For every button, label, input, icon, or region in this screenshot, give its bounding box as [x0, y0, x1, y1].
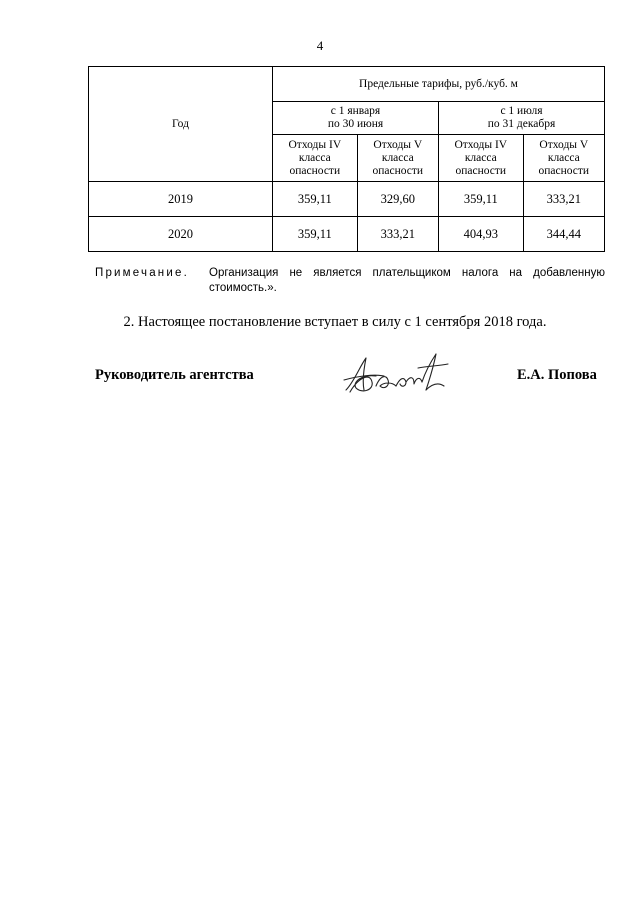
value-cell: 333,21	[357, 217, 438, 252]
value-cell: 344,44	[523, 217, 604, 252]
value-cell: 329,60	[357, 182, 438, 217]
class-line: Отходы V	[539, 138, 589, 151]
year-cell: 2020	[89, 217, 273, 252]
value-cell: 359,11	[273, 217, 358, 252]
class-header	[523, 135, 604, 182]
class-line: класса	[298, 151, 331, 164]
value-cell: 359,11	[273, 182, 358, 217]
period-line: по 31 декабря	[487, 118, 556, 130]
tariff-table	[88, 66, 605, 252]
page-number: 4	[316, 38, 324, 53]
class-line: класса	[464, 151, 497, 164]
note-text	[209, 266, 605, 296]
class-header	[438, 135, 523, 182]
value-cell: 404,93	[438, 217, 523, 252]
note-text-line: Организация не является плательщиком налога на добавленную	[209, 267, 605, 279]
class-line: Отходы IV	[288, 138, 342, 151]
effective-date-paragraph: 2. Настоящее постановление вступает в силу с 1 сентября 2018 года.	[123, 314, 547, 330]
year-column-header: Год	[89, 67, 273, 182]
period-line: по 30 июня	[327, 118, 384, 130]
note-text-line: стоимость.».	[209, 282, 277, 294]
class-line: опасности	[455, 164, 507, 177]
class-line: опасности	[538, 164, 590, 177]
class-line: Отходы IV	[454, 138, 508, 151]
table-row	[89, 182, 605, 217]
period-header-second-half	[438, 102, 604, 135]
table-row	[89, 217, 605, 252]
tariff-header: Предельные тарифы, руб./куб. м	[273, 67, 605, 102]
period-line: с 1 января	[330, 105, 381, 117]
handwritten-signature	[340, 352, 452, 398]
year-cell: 2019	[89, 182, 273, 217]
signer-name: Е.А. Попова	[517, 367, 597, 383]
class-header	[273, 135, 358, 182]
value-cell: 333,21	[523, 182, 604, 217]
class-line: опасности	[372, 164, 424, 177]
period-header-first-half	[273, 102, 439, 135]
note-label: Примечание.	[95, 267, 189, 279]
value-cell: 359,11	[438, 182, 523, 217]
period-line: с 1 июля	[500, 105, 543, 117]
class-line: опасности	[289, 164, 341, 177]
class-line: класса	[547, 151, 580, 164]
class-line: Отходы V	[373, 138, 423, 151]
class-line: класса	[381, 151, 414, 164]
class-header	[357, 135, 438, 182]
signer-title: Руководитель агентства	[95, 367, 254, 383]
